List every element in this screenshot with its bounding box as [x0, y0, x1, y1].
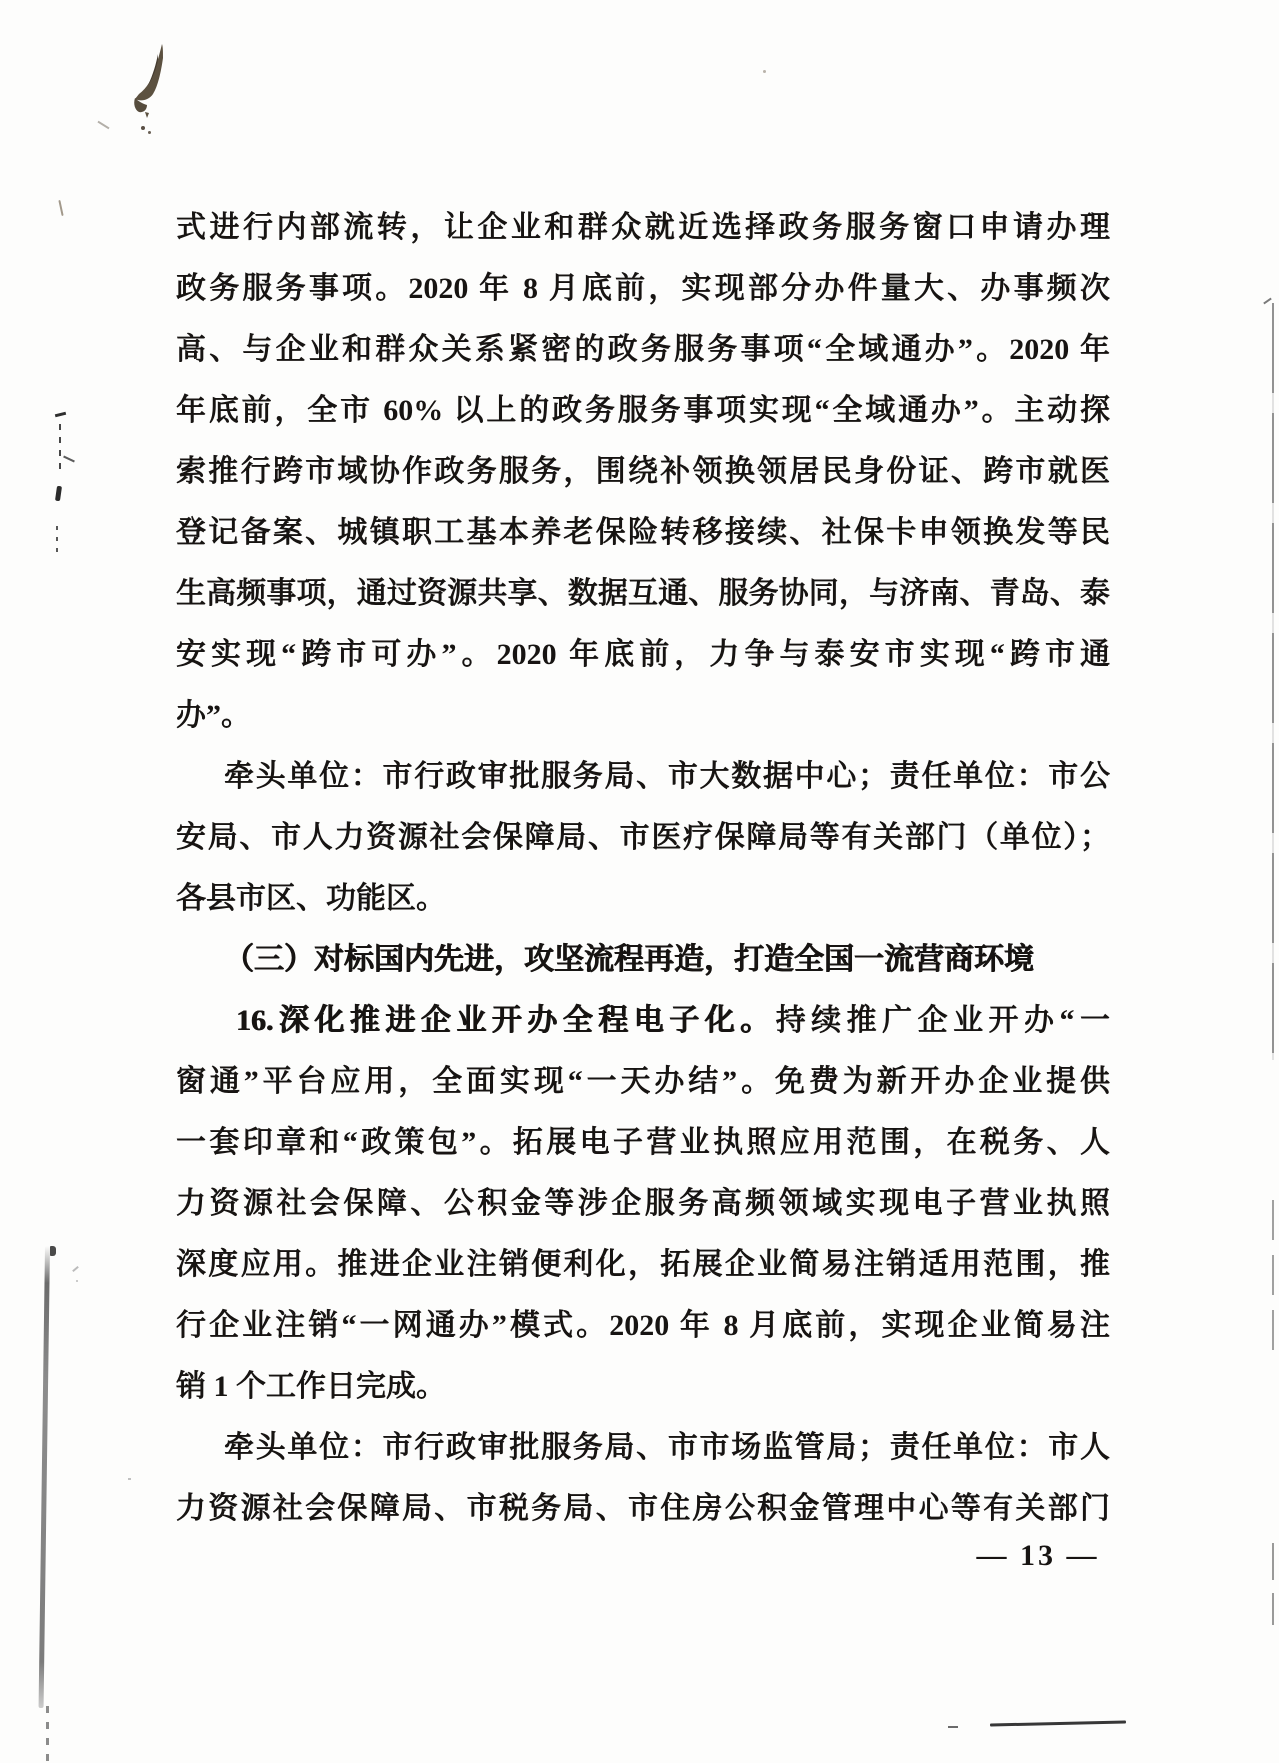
document-lines: [176, 197, 1110, 1539]
ink-speck: [141, 126, 145, 130]
pen-mark: [55, 486, 62, 502]
text-line: [176, 685, 1110, 746]
text-line: [176, 502, 1110, 563]
body-text: 力资源社会保障局、市税务局、市住房公积金管理中心等有关部门: [176, 1492, 1110, 1525]
strong-text: 16.深化推进企业开办全程电子化。: [236, 1004, 776, 1037]
body-text: 深度应用。推进企业注销便利化，拓展企业简易注销适用范围，推: [176, 1248, 1110, 1281]
pen-mark: [55, 412, 66, 418]
faint-tick-mark: [97, 121, 109, 130]
text-line: [176, 746, 1110, 807]
text-line: [176, 1234, 1110, 1295]
body-text: 高、与企业和群众关系紧密的政务服务事项“全域通办”。2020 年: [176, 333, 1110, 366]
page-number: — 13 —: [976, 1539, 1100, 1572]
text-line: [176, 1051, 1110, 1112]
body-text: 年底前，全市 60% 以上的政务服务事项实现“全域通办”。主动探: [176, 394, 1110, 427]
body-text: 行企业注销“一网通办”模式。2020 年 8 月底前，实现企业简易注: [176, 1309, 1110, 1342]
body-text: 安实现“跨市可办”。2020 年底前，力争与泰安市实现“跨市通: [176, 638, 1110, 671]
text-line: [176, 1356, 1110, 1417]
pen-dot-mark: [128, 1478, 131, 1480]
body-text: 一套印章和“政策包”。拓展电子营业执照应用范围，在税务、人: [176, 1126, 1110, 1159]
text-line: [176, 380, 1110, 441]
scan-streak-head: [50, 1246, 56, 1256]
body-text: 办”。: [176, 699, 251, 732]
text-line: [176, 929, 1110, 990]
body-text: 式进行内部流转，让企业和群众就近选择政务服务窗口申请办理: [176, 211, 1110, 244]
body-text: 牵头单位：市行政审批服务局、市市场监管局；责任单位：市人: [224, 1431, 1110, 1464]
ink-speck: [148, 131, 151, 134]
text-line: [176, 624, 1110, 685]
text-line: [176, 319, 1110, 380]
body-text: 政务服务事项。2020 年 8 月底前，实现部分办件量大、办事频次: [176, 272, 1110, 305]
text-line: [176, 1417, 1110, 1478]
body-text: 销 1 个工作日完成。: [176, 1370, 446, 1403]
body-text: 各县市区、功能区。: [176, 882, 446, 915]
pen-mark: [63, 456, 75, 463]
body-text: 安局、市人力资源社会保障局、市医疗保障局等有关部门（单位）；: [176, 821, 1110, 854]
ink-blot-artifact: [125, 42, 181, 120]
pen-mark: [72, 1266, 79, 1272]
text-line: [176, 197, 1110, 258]
pen-dot-mark: [56, 526, 58, 559]
body-text: 力资源社会保障、公积金等涉企服务高频领域实现电子营业执照: [176, 1187, 1110, 1220]
body-text: 窗通”平台应用，全面实现“一天办结”。免费为新开办企业提供: [176, 1065, 1110, 1098]
right-edge-scan-line: [1272, 1200, 1274, 1365]
text-line: [176, 1112, 1110, 1173]
bottom-scan-dash: [948, 1726, 958, 1728]
vertical-scan-streak: [39, 1246, 50, 1708]
text-line: [176, 807, 1110, 868]
text-line: [176, 990, 1110, 1051]
strong-text: （三）对标国内先进，攻坚流程再造，打造全国一流营商环境: [224, 943, 1034, 976]
body-text: 登记备案、城镇职工基本养老保险转移接续、社保卡申领换发等民: [176, 516, 1110, 549]
text-line: [176, 1295, 1110, 1356]
right-edge-scan-line: [1272, 303, 1274, 1060]
right-edge-scan-line: [1272, 1543, 1274, 1625]
text-line: [176, 441, 1110, 502]
text-line: [176, 258, 1110, 319]
text-line: [176, 868, 1110, 929]
bottom-scan-line: [990, 1720, 1126, 1726]
pen-dash-mark: [59, 424, 61, 470]
text-line: [176, 563, 1110, 624]
pen-dot-mark: [76, 1280, 78, 1282]
dust-dot: [763, 70, 766, 73]
body-text: 生高频事项，通过资源共享、数据互通、服务协同，与济南、青岛、泰: [176, 577, 1110, 610]
text-line: [176, 1173, 1110, 1234]
text-line: [176, 1478, 1110, 1539]
body-text: 牵头单位：市行政审批服务局、市大数据中心；责任单位：市公: [224, 760, 1110, 793]
scan-streak-dashes: [46, 1706, 49, 1761]
body-text: 索推行跨市域协作政务服务，围绕补领换领居民身份证、跨市就医: [176, 455, 1110, 488]
faint-curl-mark: [58, 200, 63, 216]
body-text: 持续推广企业开办“一: [775, 1004, 1110, 1037]
right-edge-hook-mark: [1263, 298, 1272, 305]
